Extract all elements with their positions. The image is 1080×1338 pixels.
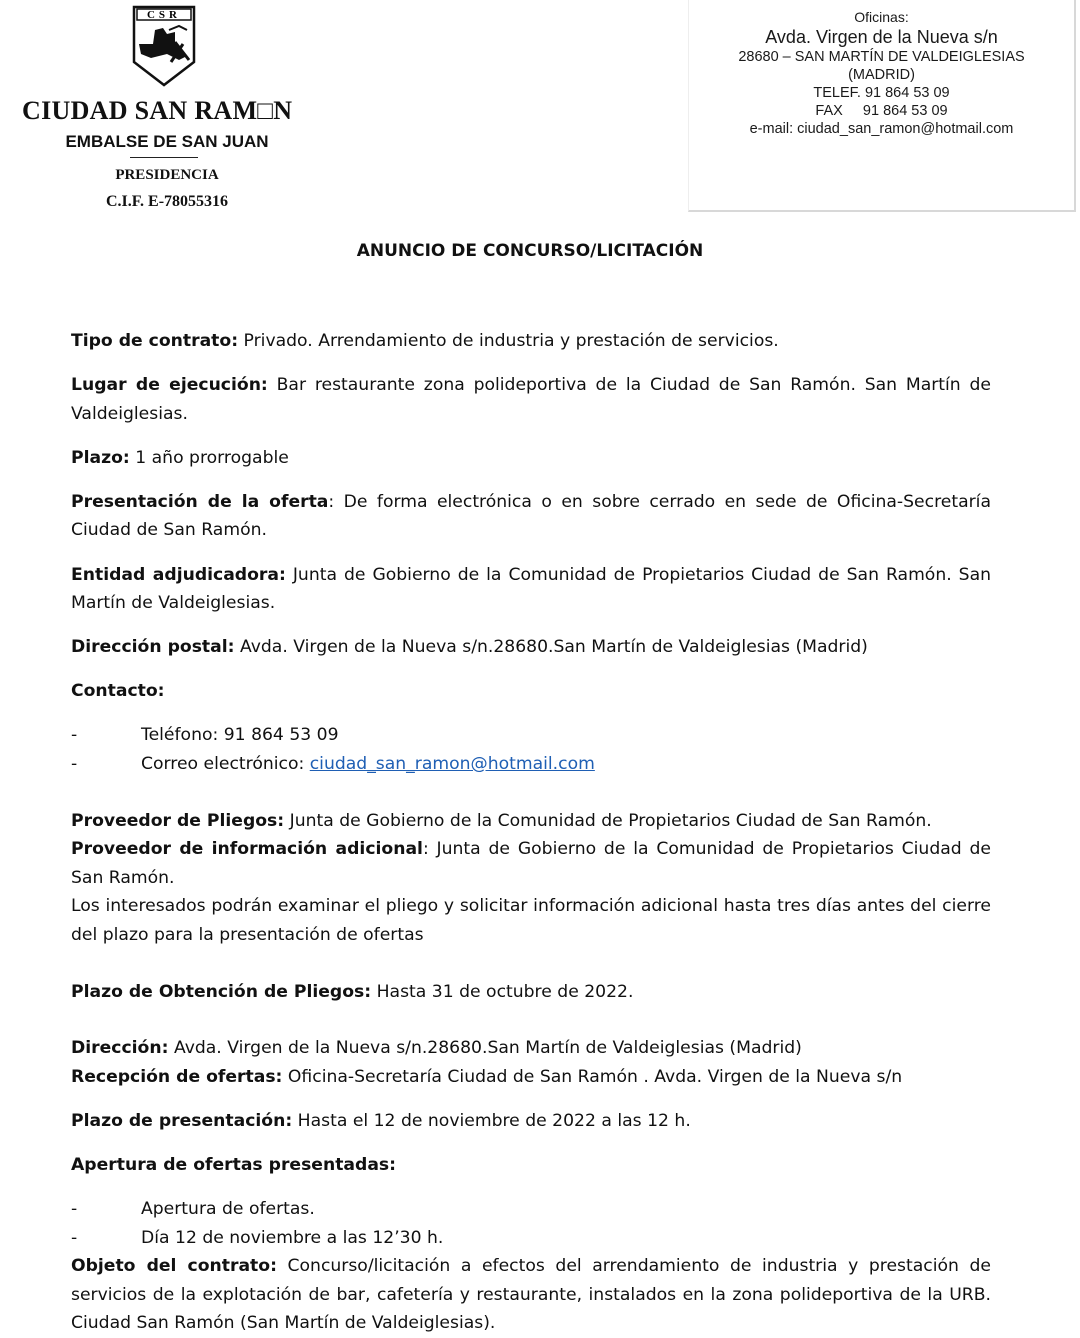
presidency-label: PRESIDENCIA [115,167,219,183]
label: Presentación de la oferta [71,491,329,512]
value: Avda. Virgen de la Nueva s/n.28680.San Martín de Valdeiglesias (Madrid) [234,637,868,658]
office-region: (MADRID) [848,67,915,83]
offer-presentation [71,488,991,545]
value: 1 año prorrogable [129,447,289,468]
label: Plazo: [71,447,130,468]
list-item [71,1195,991,1224]
value: Hasta el 12 de noviembre de 2022 a las 12 h. [292,1110,691,1131]
submission-deadline [71,1107,991,1136]
logo-text: CSR [146,9,182,21]
opening-list [71,1195,991,1338]
list-item [71,1224,991,1253]
value: Avda. Virgen de la Nueva s/n.28680.San Martín de Valdeiglesias (Madrid) [168,1038,802,1059]
address [71,1034,991,1063]
label: Entidad adjudicadora: [71,564,286,585]
value: Oficina-Secretaría Ciudad de San Ramón . Avda. Virgen de la Nueva s/n [282,1066,903,1087]
org-name: CIUDAD SAN RAM□N [22,96,293,125]
document-body [71,327,991,1338]
contract-type [71,327,991,356]
address-block [71,1034,991,1091]
specs-provider [71,807,991,836]
provider-block [71,807,991,950]
list-item [71,750,991,779]
execution-place [71,371,991,428]
value: : De forma electrónica o en sobre cerrado en sede de Oficina-Secretaría Ciudad de San Ramón. [71,491,991,541]
bullet-dash: - [71,1199,78,1220]
divider [130,157,198,158]
value: : Junta de Gobierno de la Comunidad de Propietarios Ciudad de San Ramón. [71,839,991,888]
email-link[interactable]: ciudad_san_ramon@hotmail.com [309,754,595,775]
csr-logo [131,4,197,88]
contact-email-label: Correo electrónico: [141,754,310,775]
contact-phone: Teléfono: 91 864 53 09 [141,725,339,746]
value: Bar restaurante zona polideportiva de la Ciudad de San Ramón. San Martín de Valdeiglesias. [71,375,991,424]
bullet-dash: - [71,725,78,746]
opening-date: Día 12 de noviembre a las 12’30 h. [141,1227,444,1248]
cif-number: C.I.F. E-78055316 [105,193,229,210]
awarding-entity [71,561,991,618]
contact-heading: Contacto: [71,681,165,702]
opening-item: Apertura de ofertas. [141,1199,315,1220]
office-city: 28680 – SAN MARTÍN DE VALDEIGLESIAS [738,49,1025,65]
label: Plazo de Obtención de Pliegos: [71,981,372,1002]
label: Recepción de ofertas: [71,1066,283,1087]
org-subtitle: EMBALSE DE SAN JUAN [65,132,269,151]
document-title: ANUNCIO DE CONCURSO/LICITACIÓN [356,241,704,261]
bullet-dash: - [71,1227,78,1248]
label: Dirección: [71,1038,169,1059]
additional-info-provider [71,835,991,892]
list-item [71,721,991,750]
opening-heading: Apertura de ofertas presentadas: [71,1154,397,1175]
label: Dirección postal: [71,637,235,658]
label: Objeto del contrato: [71,1256,277,1277]
office-email: e-mail: ciudad_san_ramon@hotmail.com [749,121,1014,137]
value: Privado. Arrendamiento de industria y prestación de servicios. [238,331,779,351]
specs-deadline [71,978,991,1007]
value: Junta de Gobierno de la Comunidad de Propietarios Ciudad de San Ramón. [284,810,932,831]
label: Plazo de presentación: [71,1110,293,1131]
office-street: Avda. Virgen de la Nueva s/n [765,27,998,47]
label: Proveedor de información adicional [71,839,423,860]
value: Concurso/licitación a efectos del arrendamiento de industria y prestación de servicios de la explotación de bar, cafetería y restaurante, instalados en la zona polideportiva de la URB. Ciudad San Ramón (San Martín de Valdeiglesias). [71,1256,991,1334]
office-phone: TELEF. 91 864 53 09 [813,85,950,101]
contract-object [71,1252,991,1338]
value: Junta de Gobierno de la Comunidad de Propietarios Ciudad de San Ramón. San Martín de Valdeiglesias. [71,564,992,614]
term [71,444,991,473]
label: Lugar de ejecución: [71,375,268,396]
bullet-dash: - [71,754,78,775]
postal-address [71,633,991,662]
contact-list [71,721,991,778]
office-fax: FAX 91 864 53 09 [815,103,948,119]
office-address-box [688,0,1076,212]
office-label: Oficinas: [854,9,909,25]
value: Hasta 31 de octubre de 2022. [371,981,634,1002]
interested-notice: Los interesados podrán examinar el pliego y solicitar información adicional hasta tres días antes del cierre del plazo para la presentación de ofertas [71,896,991,945]
label: Tipo de contrato: [71,331,239,351]
label: Proveedor de Pliegos: [71,810,285,831]
offer-reception [71,1063,991,1092]
